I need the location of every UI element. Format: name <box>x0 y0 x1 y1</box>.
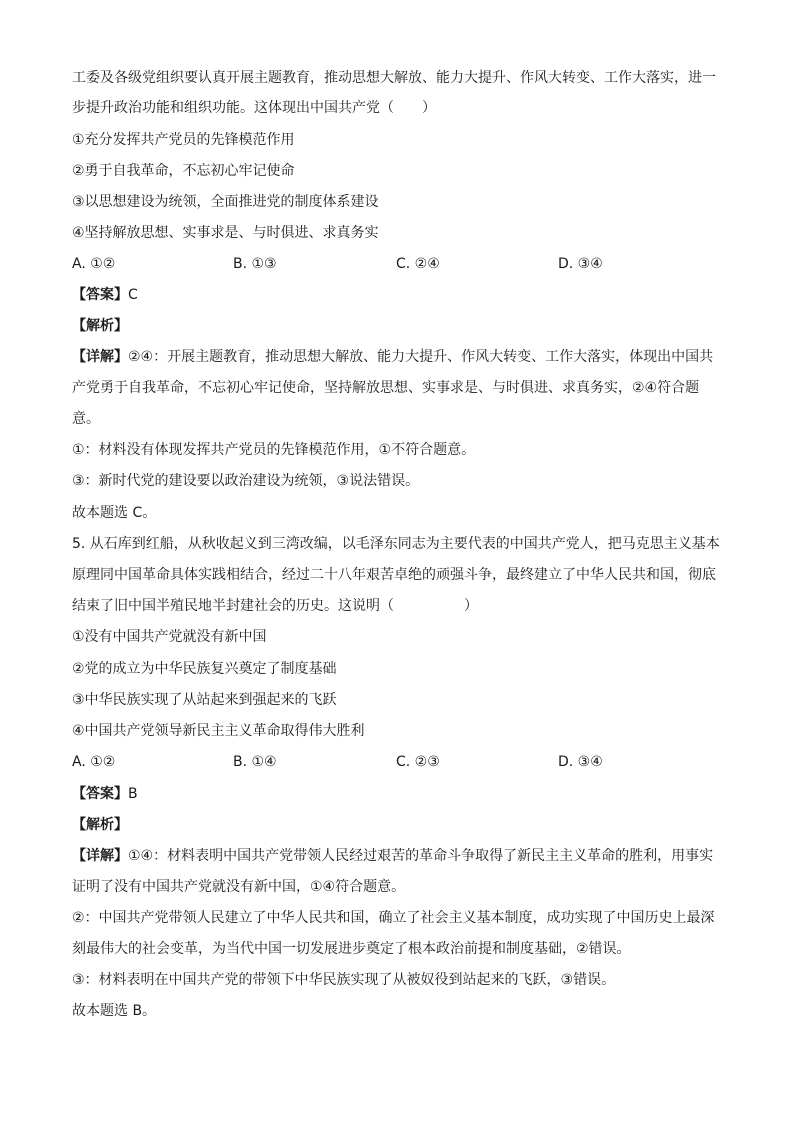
q4-option-b: B. ①③ <box>233 256 277 272</box>
q5-option-a: A. ①② <box>72 754 116 770</box>
q4-item-3: ③以思想建设为统领，全面推进党的制度体系建设 <box>72 194 379 210</box>
q5-stem-line-1: 5. 从石库到红船，从秋收起义到三湾改编，以毛泽东同志为主要代表的中国共产党人，把马克思主义基本 <box>72 536 720 552</box>
q4-note-1: ①：材料没有体现发挥共产党员的先锋模范作用，①不符合题意。 <box>72 442 476 458</box>
q5-item-3: ③中华民族实现了从站起来到强起来的飞跃 <box>72 692 337 708</box>
q5-detail-text-1: ①④：材料表明中国共产党带领人民经过艰苦的革命斗争取得了新民主主义革命的胜利，用事实 <box>128 848 714 864</box>
q4-answer <box>72 285 138 305</box>
q4-conclusion: 故本题选 C。 <box>72 505 157 521</box>
q4-option-d: D. ③④ <box>558 256 603 272</box>
q5-item-1: ①没有中国共产党就没有新中国 <box>72 629 267 645</box>
q5-detail-tag: 【详解】 <box>72 848 128 864</box>
q5-item-2: ②党的成立为中华民族复兴奠定了制度基础 <box>72 661 337 677</box>
q4-stem-line-2: 步提升政治功能和组织功能。这体现出中国共产党（ ） <box>72 100 436 116</box>
q4-detail-line-1 <box>72 347 713 367</box>
q5-conclusion: 故本题选 B。 <box>72 1003 157 1019</box>
q4-detail-text-1: ②④：开展主题教育，推动思想大解放、能力大提升、作风大转变、工作大落实，体现出中国共 <box>128 349 714 365</box>
q5-answer-value: B <box>128 786 138 802</box>
q5-answer-tag: 【答案】 <box>72 786 128 802</box>
q4-item-2: ②勇于自我革命，不忘初心牢记使命 <box>72 163 295 179</box>
q5-item-4: ④中国共产党领导新民主主义革命取得伟大胜利 <box>72 723 365 739</box>
q4-stem-line-1: 工委及各级党组织要认真开展主题教育，推动思想大解放、能力大提升、作风大转变、工作大落实，进一 <box>72 70 716 86</box>
q4-answer-tag: 【答案】 <box>72 287 128 303</box>
q5-analysis-label: 【解析】 <box>72 817 128 833</box>
q4-answer-value: C <box>128 287 138 303</box>
q4-analysis-tag <box>72 316 128 336</box>
q5-option-d: D. ③④ <box>558 754 603 770</box>
q5-detail-line-2: 证明了没有中国共产党就没有新中国，①④符合题意。 <box>72 879 406 895</box>
q4-option-c: C. ②④ <box>396 256 440 272</box>
q5-detail-line-1 <box>72 846 713 866</box>
q5-note-2: ③：材料表明在中国共产党的带领下中华民族实现了从被奴役到站起来的飞跃，③错误。 <box>72 972 616 988</box>
q4-detail-line-3: 意。 <box>72 411 100 427</box>
q5-stem-line-3: 结束了旧中国半殖民地半封建社会的历史。这说明（ ） <box>72 598 478 614</box>
q4-detail-tag: 【详解】 <box>72 349 128 365</box>
q4-analysis-label: 【解析】 <box>72 318 128 334</box>
q5-analysis-tag <box>72 815 128 835</box>
q5-answer <box>72 784 138 804</box>
q5-option-b: B. ①④ <box>233 754 277 770</box>
q4-detail-line-2: 产党勇于自我革命，不忘初心牢记使命，坚持解放思想、实事求是、与时俱进、求真务实，②④符合题 <box>72 380 700 396</box>
q4-note-2: ③：新时代党的建设要以政治建设为统领，③说法错误。 <box>72 473 420 489</box>
q5-stem-line-2: 原理同中国革命具体实践相结合，经过二十八年艰苦卓绝的顽强斗争，最终建立了中华人民共和国，彻底 <box>72 567 716 583</box>
q5-note-1-line-1: ②：中国共产党带领人民建立了中华人民共和国，确立了社会主义基本制度，成功实现了中国历史上最深 <box>72 910 715 926</box>
q4-item-4: ④坚持解放思想、实事求是、与时俱进、求真务实 <box>72 225 379 241</box>
q4-option-a: A. ①② <box>72 256 116 272</box>
q5-option-c: C. ②③ <box>396 754 440 770</box>
q5-note-1-line-2: 刻最伟大的社会变革，为当代中国一切发展进步奠定了根本政治前提和制度基础，②错误。 <box>72 941 631 957</box>
q4-item-1: ①充分发挥共产党员的先锋模范作用 <box>72 132 295 148</box>
